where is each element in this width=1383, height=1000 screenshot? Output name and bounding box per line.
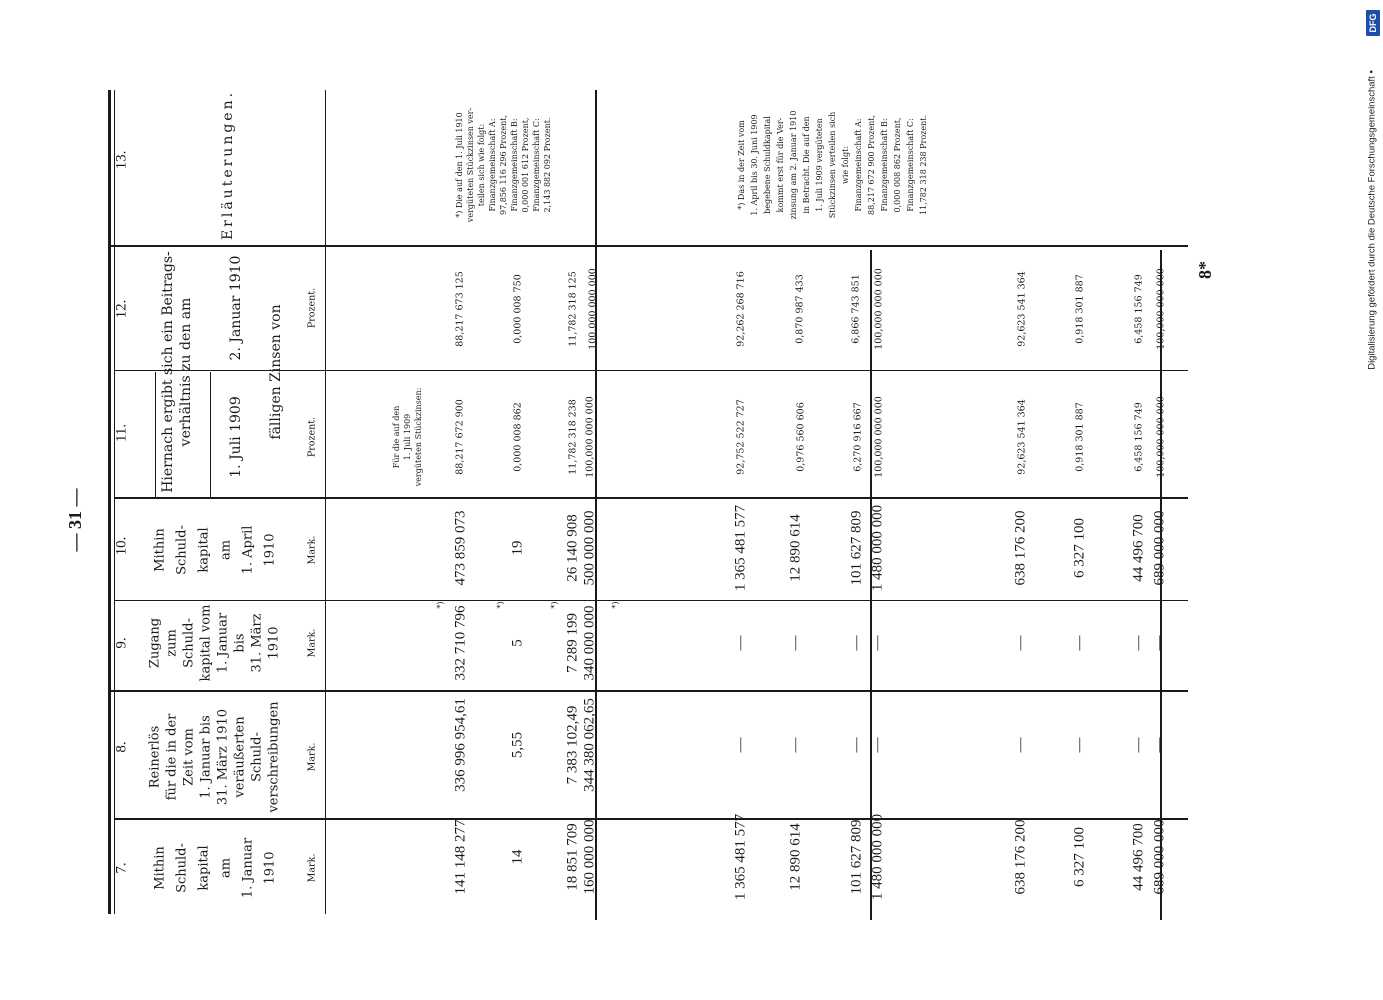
header-c9-line: 1910 (266, 626, 282, 660)
cell-c11: 92,752 522 727 (735, 399, 747, 475)
header-c8-line: 1. Januar bis (198, 715, 214, 799)
footnote-marker: *) (436, 601, 445, 609)
note-line: 88,217 672 900 Prozent, (867, 114, 876, 216)
note-line: kommt erst für die Ver- (776, 117, 785, 213)
header-c7-line: kapital (196, 845, 212, 891)
note-line: 0,000 001 612 Prozent, (521, 117, 530, 213)
header-c7-line: Mithin (152, 846, 168, 890)
cell-c7: 1 365 481 577 (732, 813, 749, 901)
header-c10-line: 1. April (240, 525, 256, 575)
header-c9-unit: Mark. (306, 628, 318, 658)
header-c8-line: Reinerlös (147, 725, 163, 789)
cell-c12: 0,918 301 887 (1074, 274, 1086, 344)
note-line: 97,856 116 296 Prozent, (499, 114, 508, 216)
cell-c7: 18 851 709 (564, 823, 581, 891)
col-number-10: 10. (113, 536, 130, 556)
note-line: Finanzgemeinschaft A: (488, 118, 497, 212)
note-line: 11,782 318 238 Prozent. (919, 114, 928, 216)
cell-c12: 100,000 000 000 (587, 268, 599, 350)
cell-c9: 5 (509, 639, 526, 647)
note-line: 2,143 882 092 Prozent. (543, 117, 552, 213)
note-line: 1. Juli 1909 vergüteten (815, 118, 824, 212)
cell-c9: — (869, 635, 886, 651)
cell-c8: 7 383 102,49 (564, 705, 581, 785)
col-number-9: 9. (113, 637, 130, 649)
cell-c10: 1 480 000 000 (869, 504, 886, 592)
cell-c10: 689 000 000 (1151, 510, 1168, 586)
cell-c10: 44 496 700 (1130, 514, 1147, 582)
header-c12-unit: Prozent. (306, 287, 318, 329)
header-c9-line: Schuld- (181, 618, 197, 668)
col-number-11: 11. (113, 423, 130, 443)
signature-mark: 8* (1195, 261, 1215, 279)
footnote-marker: *) (496, 601, 505, 609)
footnote-marker: *) (550, 601, 559, 609)
note-line: Finanzgemeinschaft B: (880, 118, 889, 212)
col-number-12: 12. (113, 299, 130, 319)
note-line: Finanzgemeinschaft A: (854, 118, 863, 212)
cell-c10: 101 627 809 (848, 510, 865, 586)
header-c9-line: kapital vom (198, 604, 214, 682)
header-c8-line: für die in der (164, 713, 180, 801)
cell-c8: — (848, 737, 865, 753)
note-line: teilen sich wie folgt: (477, 123, 486, 207)
cell-c8: — (1071, 737, 1088, 753)
note-line: begebene Schuldkapital (763, 116, 772, 214)
header-c8-line: veräußerten (232, 716, 248, 798)
header-c8-unit: Mark. (306, 742, 318, 772)
cell-c11: 11,782 318 238 (567, 399, 579, 475)
cell-c7: 6 327 100 (1071, 827, 1088, 887)
cell-c8: — (1130, 737, 1147, 753)
cell-c8: — (869, 737, 886, 753)
cell-c7: 14 (509, 849, 526, 865)
cell-c8: — (732, 737, 749, 753)
cell-c11: 92,623 541 364 (1016, 399, 1028, 475)
cell-c8: — (787, 737, 804, 753)
cell-c10: 500 000 000 (581, 510, 598, 586)
header-c8-line: 31. März 1910 (215, 708, 231, 806)
cell-c9: — (732, 635, 749, 651)
header-c9-line: zum (164, 629, 180, 657)
footnote-marker: *) (611, 601, 620, 609)
cell-c10: 12 890 614 (787, 514, 804, 582)
note-line: 0,000 008 862 Prozent, (893, 117, 902, 213)
cell-c9: 332 710 796 (452, 605, 469, 681)
header-c9-line: Zugang (147, 617, 163, 669)
cell-c7: 160 000 000 (581, 819, 598, 895)
cell-c12: 100,000 000 000 (1155, 268, 1167, 350)
col-number-13: 13. (113, 150, 130, 170)
cell-c8: — (1151, 737, 1168, 753)
cell-c12: 6,458 156 749 (1133, 274, 1145, 344)
col-number-7: 7. (113, 862, 130, 874)
header-c7-line: 1910 (262, 851, 278, 885)
header-c11-unit: Prozent. (306, 416, 318, 458)
cell-c11: 0,976 560 606 (795, 402, 807, 472)
c11-note-line: 1. Juli 1909 (403, 413, 412, 461)
page-number: — 31 — (65, 488, 85, 552)
header-c10-line: Mithin (152, 528, 168, 572)
header-c11-12-title: verhältnis zu den am (178, 297, 194, 447)
dfg-logo: DFG (1366, 10, 1380, 36)
cell-c12: 92,623 541 364 (1016, 271, 1028, 347)
header-c11-date: 1. Juli 1909 (228, 396, 244, 478)
note-line: vergüteten Stückzinsen ver- (466, 107, 475, 223)
note-line: in Betracht. Die auf den (802, 116, 811, 214)
cell-c9: — (787, 635, 804, 651)
header-c7-line: Schuld- (174, 843, 190, 893)
cell-c7: 689 000 000 (1151, 819, 1168, 895)
cell-c12: 88,217 673 125 (454, 271, 466, 347)
cell-c9: — (1130, 635, 1147, 651)
header-c12-date: 2. Januar 1910 (228, 255, 244, 361)
c11-note-line: Für die auf den (392, 405, 401, 469)
cell-c11: 6,458 156 749 (1133, 402, 1145, 472)
cell-c11: 88,217 672 900 (454, 399, 466, 475)
cell-c9: — (848, 635, 865, 651)
cell-c12: 0,000 008 750 (512, 274, 524, 344)
cell-c9: 7 289 199 (564, 613, 581, 673)
cell-c7: 101 627 809 (848, 819, 865, 895)
note-line: Stückzinsen verteilen sich (828, 111, 837, 219)
c11-note-line: vergüteten Stückzinsen: (414, 387, 423, 487)
cell-c10: 19 (509, 540, 526, 556)
cell-c9: — (1012, 635, 1029, 651)
cell-c12: 92,262 268 716 (735, 271, 747, 347)
note-line: wie folgt: (841, 145, 850, 185)
col-number-8: 8. (113, 741, 130, 753)
cell-c11: 6,270 916 667 (852, 402, 864, 472)
note-line: Finanzgemeinschaft C: (532, 118, 541, 212)
cell-c7: 1 480 000 000 (869, 813, 886, 901)
cell-c10: 473 859 073 (452, 510, 469, 586)
cell-c9: — (1151, 635, 1168, 651)
header-c7-line: 1. Januar (240, 837, 256, 899)
digitization-credit: Digitalisierung gefördert durch die Deutsche Forschungsgemeinschaft • (1366, 70, 1378, 370)
cell-c7: 638 176 200 (1012, 819, 1029, 895)
note-line: *) Das in der Zeit vom (737, 120, 746, 210)
note-line: *) Die auf den 1. Juli 1910 (455, 112, 464, 218)
cell-c11: 0,000 008 862 (512, 402, 524, 472)
cell-c11: 0,918 301 887 (1074, 402, 1086, 472)
cell-c8: 5,55 (509, 731, 526, 759)
header-c8-line: verschreibungen (266, 701, 282, 813)
cell-c12: 11,782 318 125 (567, 271, 579, 347)
cell-c10: 1 365 481 577 (732, 504, 749, 592)
header-c11-12-title: Hiernach ergibt sich ein Beitrags- (160, 251, 176, 493)
header-c9-line: 1. Januar (215, 612, 231, 674)
header-c8-line: Schuld- (249, 732, 265, 782)
header-c7-line: am (218, 857, 234, 879)
cell-c9: — (1071, 635, 1088, 651)
header-c10-line: Schuld- (174, 525, 190, 575)
header-c8-line: Zeit vom (181, 728, 197, 786)
cell-c8: 344 380 062,65 (581, 698, 598, 792)
cell-c12: 0,870 987 433 (794, 274, 806, 344)
header-c7-unit: Mark. (306, 853, 318, 883)
header-c11-12-subtitle: fälligen Zinsen von (268, 304, 284, 440)
note-line: zinsung am 2. Januar 1910 (789, 110, 798, 220)
cell-c11: 100,000 000 000 (584, 396, 596, 478)
header-c10-unit: Mark. (306, 535, 318, 565)
cell-c12: 100,000 000 000 (873, 268, 885, 350)
cell-c7: 12 890 614 (787, 823, 804, 891)
cell-c7: 141 148 277 (452, 819, 469, 895)
cell-c7: 44 496 700 (1130, 823, 1147, 891)
note-line: Finanzgemeinschaft C: (906, 118, 915, 212)
cell-c10: 26 140 908 (564, 514, 581, 582)
cell-c10: 638 176 200 (1012, 510, 1029, 586)
header-c13: Erläuterungen. (220, 89, 236, 241)
header-c10-line: am (218, 539, 234, 561)
cell-c11: 100,000 000 000 (1155, 396, 1167, 478)
cell-c11: 100,000 000 000 (873, 396, 885, 478)
header-c10-line: kapital (196, 527, 212, 573)
header-c10-line: 1910 (262, 533, 278, 567)
note-line: Finanzgemeinschaft B: (510, 118, 519, 212)
note-line: 1. April bis 30. Juni 1909 (750, 114, 759, 216)
cell-c8: — (1012, 737, 1029, 753)
cell-c10: 6 327 100 (1071, 518, 1088, 578)
header-c9-line: 31. März (249, 613, 265, 673)
cell-c9: 340 000 000 (581, 605, 598, 681)
cell-c8: 336 996 954,61 (452, 698, 469, 792)
header-c9-line: bis (232, 633, 248, 653)
cell-c12: 6,866 743 851 (850, 274, 862, 344)
